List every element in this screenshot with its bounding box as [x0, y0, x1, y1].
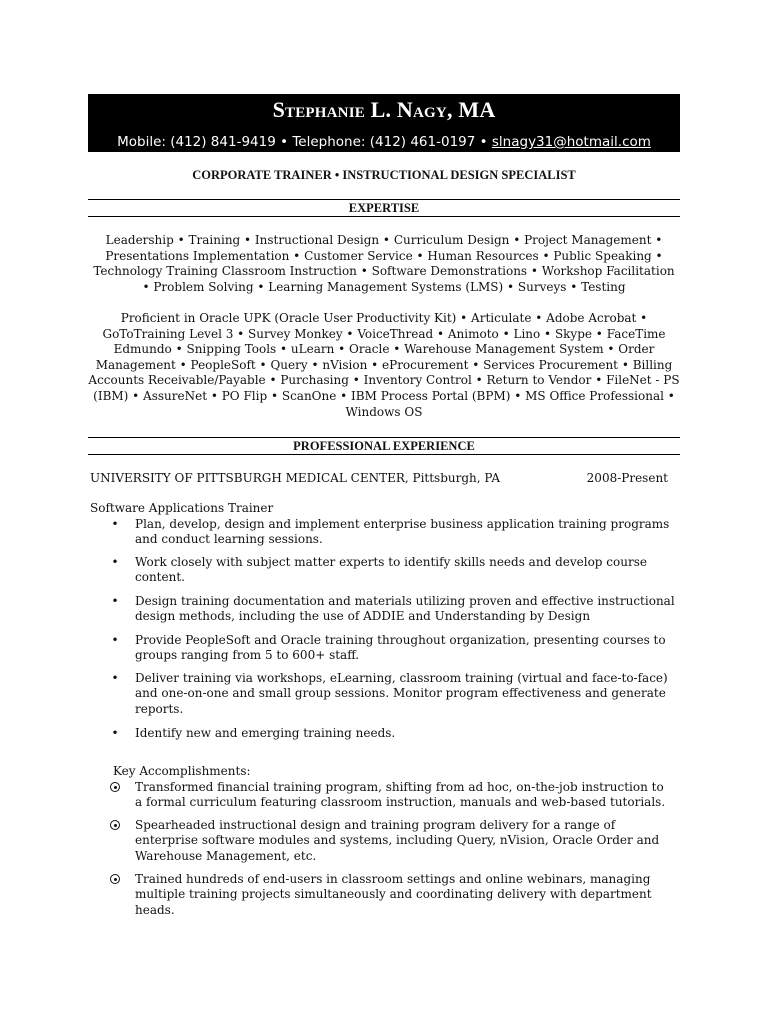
circle-bullet-icon: [108, 872, 122, 887]
list-item-line: Design training documentation and materials utilizing proven and effective instructional: [135, 594, 675, 608]
section-heading-expertise: EXPERTISE: [88, 199, 680, 217]
skills-list: [88, 233, 680, 295]
tools-line: Windows OS: [345, 404, 423, 419]
list-item-line: Plan, develop, design and implement enterprise business application training programs: [135, 517, 670, 531]
bullet-icon: •: [111, 633, 119, 647]
list-item-line: Trained hundreds of end-users in classroom settings and online webinars, managing: [135, 872, 651, 886]
tools-list: [88, 311, 680, 420]
list-item-line: and conduct learning sessions.: [135, 532, 323, 547]
contact-phones: Mobile: (412) 841-9419 • Telephone: (412) 461-0197 •: [117, 134, 492, 150]
tools-line: Edmundo • Snipping Tools • uLearn • Oracle • Warehouse Management System • Order: [113, 342, 655, 357]
employer-name: UNIVERSITY OF PITTSBURGH MEDICAL CENTER, Pittsburgh, PA: [90, 471, 501, 485]
tools-line: (IBM) • AssureNet • PO Flip • ScanOne • IBM Process Portal (BPM) • MS Office Professional •: [93, 388, 675, 403]
circle-bullet-icon: [108, 780, 122, 795]
tools-line: Accounts Receivable/Payable • Purchasing • Inventory Control • Return to Vendor • FileNet - PS: [88, 373, 680, 388]
professional-subtitle: CORPORATE TRAINER • INSTRUCTIONAL DESIGN SPECIALIST: [192, 168, 576, 182]
list-item-line: reports.: [135, 701, 184, 716]
list-item-line: enterprise software modules and systems, including Query, nVision, Oracle Order and: [135, 833, 660, 848]
list-item-line: Warehouse Management, etc.: [135, 848, 317, 863]
employment-dates: 2008-Present: [586, 471, 668, 485]
list-item-line: Deliver training via workshops, eLearning, classroom training (virtual and face-to-face): [135, 671, 668, 685]
job-title: Software Applications Trainer: [90, 501, 274, 515]
skills-line: • Problem Solving • Learning Management Systems (LMS) • Surveys • Testing: [142, 279, 626, 294]
tools-line: GoToTraining Level 3 • Survey Monkey • VoiceThread • Animoto • Lino • Skype • FaceTime: [102, 326, 666, 341]
list-item-line: a formal curriculum featuring classroom instruction, manuals and web-based tutorials.: [135, 795, 666, 810]
bullet-icon: •: [111, 517, 119, 531]
circle-bullet-icon: [108, 818, 122, 833]
section-heading-experience: PROFESSIONAL EXPERIENCE: [88, 437, 680, 455]
list-item-line: Provide PeopleSoft and Oracle training throughout organization, presenting courses to: [135, 633, 666, 647]
skills-line: Technology Training Classroom Instruction • Software Demonstrations • Workshop Facilitation: [93, 264, 675, 279]
email-link[interactable]: slnagy31@hotmail.com: [491, 134, 651, 150]
bullet-icon: •: [111, 555, 119, 569]
list-item-line: Identify new and emerging training needs.: [135, 726, 396, 740]
bullet-icon: •: [111, 594, 119, 608]
list-item-line: design methods, including the use of ADDIE and Understanding by Design: [135, 609, 591, 624]
header-banner: [88, 94, 680, 152]
contact-line: [88, 134, 680, 150]
list-item-line: Work closely with subject matter experts to identify skills needs and develop course: [135, 555, 647, 569]
list-item-line: and one-on-one and small group sessions. Monitor program effectiveness and generate: [135, 686, 666, 701]
list-item-line: multiple training projects simultaneously and coordinating delivery with department: [135, 887, 652, 902]
skills-line: Presentations Implementation • Customer Service • Human Resources • Public Speaking •: [105, 248, 663, 263]
list-item-line: heads.: [135, 902, 175, 917]
skills-line: Leadership • Training • Instructional Design • Curriculum Design • Project Management •: [105, 233, 663, 247]
bullet-icon: •: [111, 726, 119, 740]
list-item-line: Spearheaded instructional design and training program delivery for a range of: [135, 818, 616, 832]
candidate-name: Stephanie L. Nagy, MA: [272, 97, 496, 122]
list-item-line: content.: [135, 570, 185, 585]
tools-line: Management • PeopleSoft • Query • nVision • eProcurement • Services Procurement • Billing: [95, 357, 673, 372]
tools-line: Proficient in Oracle UPK (Oracle User Productivity Kit) • Articulate • Adobe Acrobat •: [120, 311, 648, 325]
list-item-line: Transformed financial training program, shifting from ad hoc, on-the-job instruction to: [135, 780, 664, 794]
employer-line: [90, 471, 668, 486]
list-item-line: groups ranging from 5 to 600+ staff.: [135, 648, 360, 663]
bullet-icon: •: [111, 671, 119, 685]
accomplishments-heading: Key Accomplishments:: [113, 764, 251, 778]
